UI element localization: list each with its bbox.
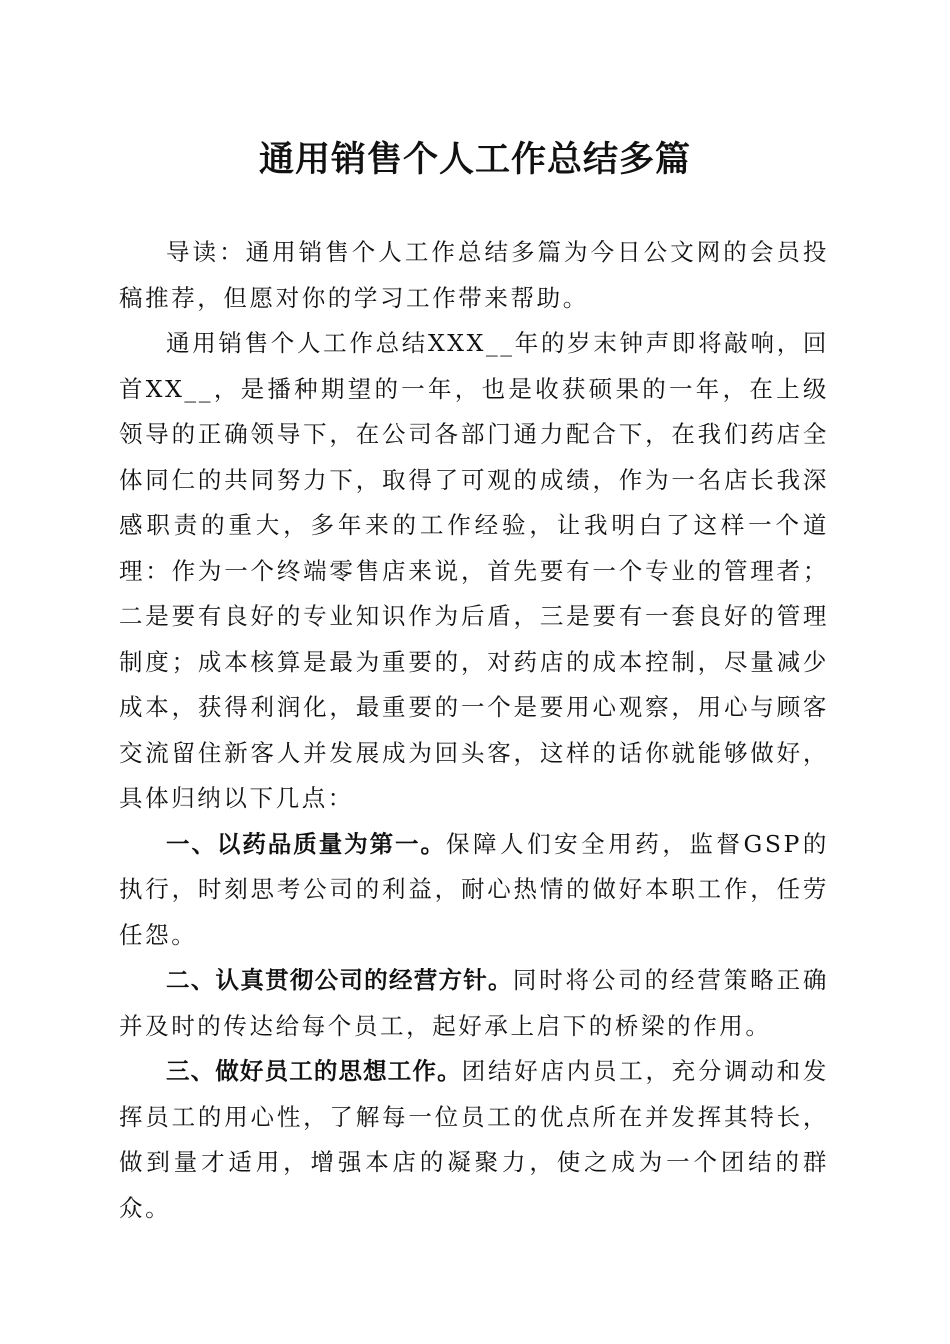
point-paragraph-1	[119, 822, 829, 959]
point-heading-3: 三、做好员工的思想工作。	[166, 1057, 462, 1085]
document-body	[119, 230, 829, 1231]
document-title: 通用销售个人工作总结多篇	[258, 139, 691, 180]
point-heading-1: 一、以药品质量为第一。	[166, 829, 446, 858]
summary-paragraph: 通用销售个人工作总结XXX__年的岁末钟声即将敲响，回首XX__，是播种期望的一年，也是收获硕果的一年，在上级领导的正确领导下，在公司各部门通力配合下，在我们药店全体同仁的共同努力下，取得了可观的成绩，作为一名店长我深感职责的重大，多年来的工作经验，让我明白了这样一个道理：作为一个终端零售店来说，首先要有一个专业的管理者；二是要有良好的专业知识作为后盾，三是要有一套良好的管理制度；成本核算是最为重要的，对药店的成本控制，尽量减少成本，获得利润化，最重要的一个是要用心观察，用心与顾客交流留住新客人并发展成为回头客，这样的话你就能够做好，具体归纳以下几点：	[119, 329, 829, 812]
point-text-2: 同时将公司的经营策略正确并及时的传达给每个员工，起好承上启下的桥梁的作用。	[119, 966, 830, 1040]
point-paragraph-2	[119, 958, 829, 1049]
point-text-1: 保障人们安全用药，监督GSP的执行，时刻思考公司的利益，耐心热情的做好本职工作，任劳任怨。	[119, 829, 830, 949]
point-text-3: 团结好店内员工，充分调动和发挥员工的用心性，了解每一位员工的优点所在并发挥其特长，做到量才适用，增强本店的凝聚力，使之成为一个团结的群众。	[119, 1057, 830, 1222]
intro-paragraph: 导读：通用销售个人工作总结多篇为今日公文网的会员投稿推荐，但愿对你的学习工作带来帮助。	[119, 238, 829, 312]
point-heading-2: 二、认真贯彻公司的经营方针。	[166, 966, 513, 994]
point-paragraph-3	[119, 1049, 829, 1231]
